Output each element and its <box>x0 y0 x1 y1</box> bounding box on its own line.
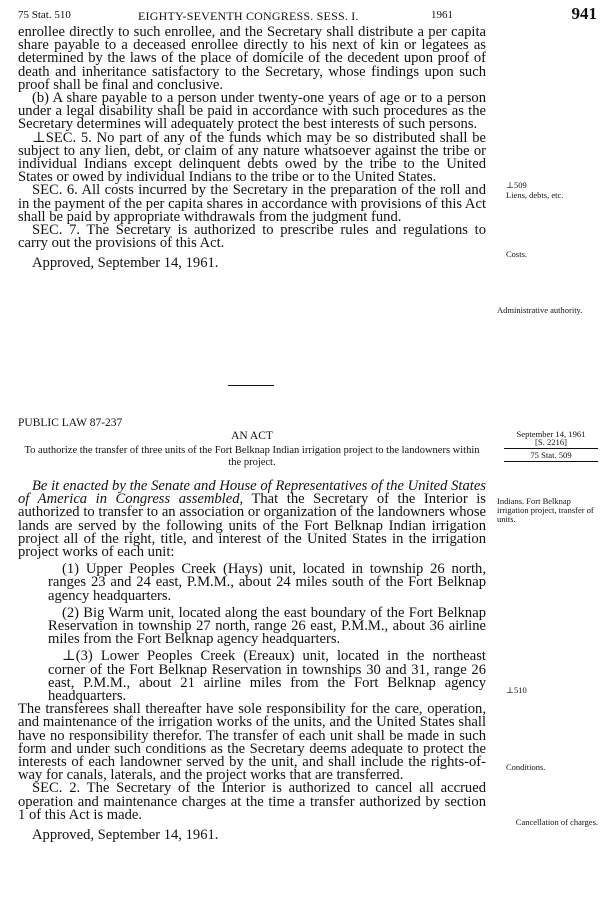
list-item: ⊥(3) Lower Peoples Creek (Ereaux) unit, located in the northeast corner of the Fort Belknap Reservation in townships 30 and 31, range 26 east, P.M.M., about 21 airline miles from the Fort Belknap agency headquarters. <box>48 648 486 705</box>
section-divider <box>228 385 274 386</box>
approved-line: Approved, September 14, 1961. <box>32 827 219 844</box>
header-congress: EIGHTY-SEVENTH CONGRESS. SESS. I. <box>138 9 359 23</box>
margin-note-cancellation: Cancellation of charges. <box>515 817 598 827</box>
act-purpose: To authorize the transfer of three units of the Fort Belknap Indian irrigation project to the landowners within the project. <box>24 445 480 468</box>
law-date: September 14, 1961 <box>516 429 586 439</box>
law-bill: [S. 2216] <box>535 437 567 447</box>
public-law-number: PUBLIC LAW 87-237 <box>18 417 123 429</box>
act-title: AN ACT <box>231 430 273 442</box>
margin-rule <box>504 461 598 462</box>
margin-note-indians: Indians. Fort Belknap irrigation project, transfer of units. <box>497 496 594 524</box>
enacting-italic: Be it enacted by the Senate and House of Representatives of the United States of America in Congress assembled, <box>18 478 486 508</box>
part1-body <box>18 26 486 271</box>
enacting-text: That the Secretary of the Interior is authorized to transfer to an association or organization of the landowners whose lands are served by the following units of the Fort Belknap Indian irrigation project all of the right, title, and interest of the United States in the irrigation project works of each unit: <box>18 491 486 561</box>
margin-rule <box>504 448 598 449</box>
paragraph: SEC. 7. The Secretary is authorized to prescribe rules and regulations to carry out the provisions of this Act. <box>18 222 486 252</box>
paragraph: The transferees shall thereafter have sole responsibility for the care, operation, and maintenance of the irrigation works of the units, and the United States shall have no responsibility therefor. The transfer of each unit shall be made in such form and under such conditions as the Secretary deems adequate to protect the interests of each landowner served by the unit, and shall include the rights-of-way for canals, laterals, and the project works that are transferred. <box>18 701 486 784</box>
paragraph: ⊥SEC. 5. No part of any of the funds which may be so distributed shall be subject to any lien, debt, or claim of any nature whatsoever against the tribe or individual Indians except delinquent debts owed by the tribe to the United States or owed by individual Indians to the tribe or to the United States. <box>18 129 486 186</box>
list-item: (1) Upper Peoples Creek (Hays) unit, located in township 26 north, ranges 23 and 24 east, P.M.M., about 24 miles south of the Fort Belknap agency headquarters. <box>48 561 486 604</box>
margin-note-liens: Liens, debts, etc. <box>506 190 564 200</box>
list-item: (2) Big Warm unit, located along the east boundary of the Fort Belknap Reservation in township 27 north, range 26 east, P.M.M., about 36 airline miles from the Fort Belknap agency headquarters. <box>48 604 486 648</box>
page-number: 941 <box>571 4 597 23</box>
margin-note-costs: Costs. <box>506 249 528 259</box>
page-ref-509: ⊥509 <box>506 180 527 190</box>
paragraph: SEC. 2. The Secretary of the Interior is authorized to cancel all accrued operation and maintenance charges at the time a transfer authorized by section 1 of this Act is made. <box>18 780 486 823</box>
approved-line: Approved, September 14, 1961. <box>32 255 219 272</box>
act-title-row <box>18 430 486 442</box>
paragraph: enrollee directly to such enrollee, and the Secretary shall distribute a per capita share payable to a deceased enrollee directly to his next of kin or legatees as determined by the laws of the place of domicile of the decedent upon proof of death and inheritance satisfactory to the Secretary, whose findings upon such proof shall be final and conclusive. <box>18 24 486 93</box>
header-year: 1961 <box>431 9 453 21</box>
part2-body <box>18 480 486 842</box>
paragraph: (b) A share payable to a person under twenty-one years of age or to a person under a legal disability shall be paid in accordance with such procedures as the Secretary determines will adequately protect the best interests of such persons. <box>18 90 486 133</box>
margin-note-conditions: Conditions. <box>506 762 546 772</box>
law-stat: 75 Stat. 509 <box>530 450 572 460</box>
page-ref-510: ⊥510 <box>506 685 527 695</box>
margin-note-admin: Administrative authority. <box>497 305 583 315</box>
header-stat-ref: 75 Stat. 510 <box>18 9 71 21</box>
enacting-clause <box>18 480 486 559</box>
paragraph: SEC. 6. All costs incurred by the Secretary in the preparation of the roll and in the payment of the per capita shares in accordance with provisions of this Act shall be paid by appropriate withdrawals from the judgment fund. <box>18 182 486 225</box>
